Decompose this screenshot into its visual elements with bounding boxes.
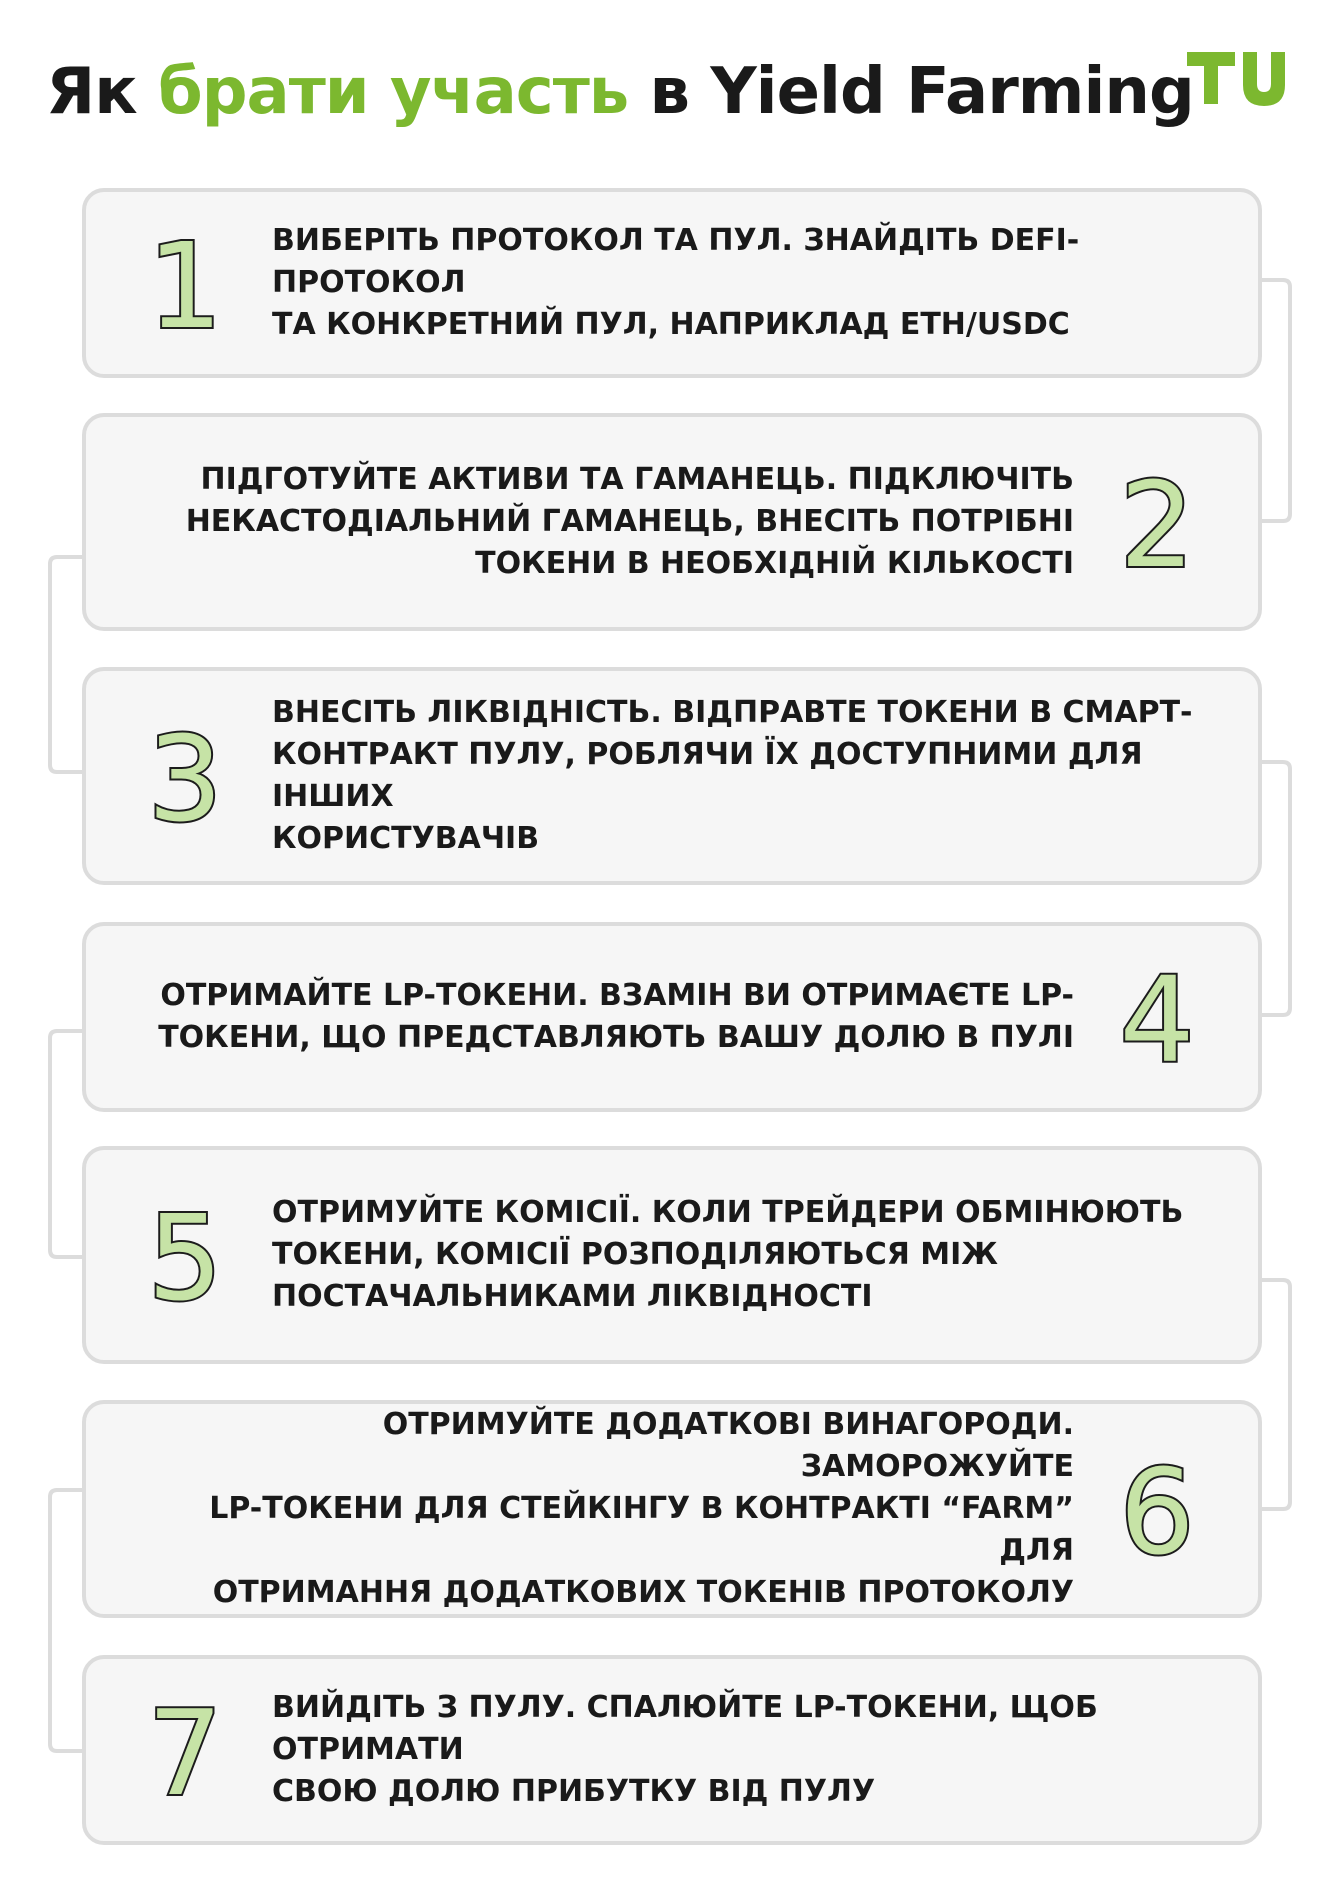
step-card-7 bbox=[82, 1655, 1262, 1845]
step-text-4 bbox=[126, 975, 1074, 1059]
step-text-line: ВНЕСІТЬ ЛІКВІДНІСТЬ. ВІДПРАВТЕ ТОКЕНИ В СМАРТ- bbox=[272, 695, 1193, 730]
step-text-line: ОТРИМУЙТЕ КОМІСІЇ. КОЛИ ТРЕЙДЕРИ ОБМІНЮЮТЬ bbox=[272, 1195, 1184, 1230]
svg-text:2: 2 bbox=[1119, 462, 1195, 582]
step-text-line: ПІДГОТУЙТЕ АКТИВИ ТА ГАМАНЕЦЬ. ПІДКЛЮЧІТЬ bbox=[200, 462, 1074, 497]
svg-text:7: 7 bbox=[147, 1690, 223, 1810]
step-text-line: ТА КОНКРЕТНИЙ ПУЛ, НАПРИКЛАД ETH/USDC bbox=[272, 307, 1070, 342]
step-text-line: ОТРИМАЙТЕ LP-ТОКЕНИ. ВЗАМІН ВИ ОТРИМАЄТЕ LP- bbox=[160, 978, 1074, 1013]
step-text-line: ВИБЕРІТЬ ПРОТОКОЛ ТА ПУЛ. ЗНАЙДІТЬ DEFI-ПРОТОКОЛ bbox=[272, 223, 1080, 300]
step-text-line: LP-ТОКЕНИ ДЛЯ СТЕЙКІНГУ В КОНТРАКТІ “FARM” ДЛЯ bbox=[209, 1491, 1074, 1568]
svg-text:1: 1 bbox=[147, 223, 223, 343]
step-number-2 bbox=[1102, 462, 1212, 582]
step-number-5 bbox=[130, 1195, 240, 1315]
title-part-1: Як bbox=[46, 55, 158, 129]
step-text-line: ОТРИМАННЯ ДОДАТКОВИХ ТОКЕНІВ ПРОТОКОЛУ bbox=[212, 1575, 1074, 1610]
step-text-line: ОТРИМУЙТЕ ДОДАТКОВІ ВИНАГОРОДИ. ЗАМОРОЖУЙТЕ bbox=[382, 1407, 1074, 1484]
step-number-1 bbox=[130, 223, 240, 343]
step-text-1 bbox=[272, 220, 1218, 346]
step-text-line: ВИЙДІТЬ З ПУЛУ. СПАЛЮЙТЕ LP-ТОКЕНИ, ЩОБ ОТРИМАТИ bbox=[272, 1690, 1098, 1767]
step-text-5 bbox=[272, 1192, 1218, 1318]
step-text-line: НЕКАСТОДІАЛЬНИЙ ГАМАНЕЦЬ, ВНЕСІТЬ ПОТРІБНІ bbox=[185, 504, 1074, 539]
step-number-4 bbox=[1102, 957, 1212, 1077]
svg-text:3: 3 bbox=[147, 716, 223, 836]
step-card-6 bbox=[82, 1400, 1262, 1618]
step-text-line: ТОКЕНИ, ЩО ПРЕДСТАВЛЯЮТЬ ВАШУ ДОЛЮ В ПУЛІ bbox=[158, 1020, 1074, 1055]
step-number-7 bbox=[130, 1690, 240, 1810]
step-text-line: КОНТРАКТ ПУЛУ, РОБЛЯЧИ ЇХ ДОСТУПНИМИ ДЛЯ ІНШИХ bbox=[272, 737, 1143, 814]
step-card-4 bbox=[82, 922, 1262, 1112]
step-text-line: КОРИСТУВАЧІВ bbox=[272, 821, 540, 856]
title-accent: брати участь bbox=[158, 55, 629, 129]
step-card-5 bbox=[82, 1146, 1262, 1364]
svg-text:4: 4 bbox=[1119, 957, 1195, 1077]
step-text-line: ПОСТАЧАЛЬНИКАМИ ЛІКВІДНОСТІ bbox=[272, 1279, 873, 1314]
step-text-3 bbox=[272, 692, 1218, 860]
svg-text:5: 5 bbox=[147, 1195, 223, 1315]
step-text-line: ТОКЕНИ, КОМІСІЇ РОЗПОДІЛЯЮТЬСЯ МІЖ bbox=[272, 1237, 999, 1272]
step-card-2 bbox=[82, 413, 1262, 631]
step-text-6 bbox=[126, 1404, 1074, 1614]
step-card-1 bbox=[82, 188, 1262, 378]
step-text-line: СВОЮ ДОЛЮ ПРИБУТКУ ВІД ПУЛУ bbox=[272, 1774, 876, 1809]
title-part-2: в Yield Farming bbox=[628, 55, 1194, 129]
step-number-6 bbox=[1102, 1449, 1212, 1569]
step-number-3 bbox=[130, 716, 240, 836]
step-text-7 bbox=[272, 1687, 1218, 1813]
step-text-2 bbox=[126, 459, 1074, 585]
step-card-3 bbox=[82, 667, 1262, 885]
svg-text:6: 6 bbox=[1119, 1449, 1195, 1569]
step-text-line: ТОКЕНИ В НЕОБХІДНІЙ КІЛЬКОСТІ bbox=[475, 546, 1074, 581]
